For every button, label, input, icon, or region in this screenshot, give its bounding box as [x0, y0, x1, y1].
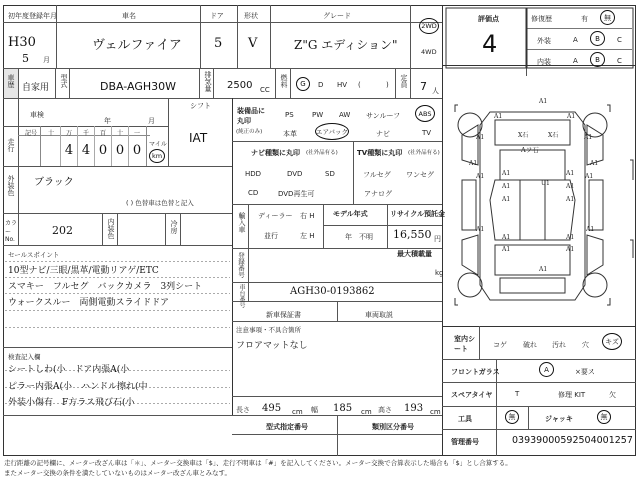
fuel-paren-close: ) — [386, 81, 389, 89]
inspection-label: 車検 — [30, 111, 44, 119]
fuel-paren-open: ( — [358, 81, 361, 89]
tv-analog: アナログ — [364, 190, 392, 198]
mileage-digit: 0 — [132, 143, 142, 158]
mileage-unit-ju: 十 — [117, 130, 124, 137]
car-name: ヴェルファイア — [92, 38, 182, 53]
front-glass-a-circled: A — [539, 362, 554, 377]
drive-4wd: 4WD — [421, 48, 437, 56]
capacity-label: 定員 — [400, 74, 408, 88]
door-label: ドア — [210, 12, 224, 20]
navi-type-sub: (社外品有る) — [306, 150, 338, 156]
footer-note-1: 走行距離の記号欄に、メーター改ざん車は「＊」、メーター交換車は「$」、走行不明車は「#」を記入してください。メーター交換で合算表示した場合も「$」とし合算する。 — [4, 459, 512, 467]
inspector-line: 外装小傷有 F方ラス飛び石(小 — [8, 398, 135, 408]
color-code-value: 202 — [52, 224, 73, 237]
damage-code: A1 — [502, 170, 511, 177]
displacement-value: 2500 — [227, 80, 253, 91]
repair-history-label: 修復歴 — [531, 15, 552, 23]
mileage-unit-mile: マイル — [149, 141, 167, 148]
mileage-unit-man: 万 — [66, 130, 73, 137]
management-label: 管理番号 — [451, 438, 479, 446]
reg-era: H30 — [8, 35, 36, 50]
seat-tear: 破れ — [523, 341, 537, 349]
exterior-label: 外装 — [537, 37, 551, 45]
damage-code: A1 — [469, 160, 478, 167]
damage-code: Aフ石 — [521, 146, 539, 154]
exterior-grade-c: C — [617, 36, 622, 44]
reg-month-unit: 月 — [43, 56, 50, 64]
seat-stain: 汚れ — [552, 341, 566, 349]
chassis-label: 車台番号 — [238, 284, 245, 308]
shape-label: 形状 — [244, 12, 258, 20]
damage-code: A1 — [502, 246, 511, 253]
damage-code: A1 — [476, 134, 485, 141]
navi-sd: SD — [325, 170, 335, 178]
max-load-label: 最大積載量 — [397, 250, 432, 258]
mileage-unit-10k: 十 — [48, 130, 55, 137]
shift-value: IAT — [189, 131, 208, 145]
height-value: 193 — [404, 403, 424, 414]
tv-type-sub: (社外品有る) — [408, 150, 440, 156]
mileage-label: 走行 — [7, 138, 15, 152]
damage-code: U1 — [541, 180, 550, 187]
new-warranty: 新車保証書 — [266, 311, 301, 319]
inspector-label: 検査記入欄 — [8, 353, 41, 361]
width-label: 幅 — [311, 406, 318, 414]
seat-scratch-circled: キズ — [602, 333, 622, 350]
sales-points-label: セールスポイント — [8, 251, 60, 259]
damage-code: A1 — [476, 226, 485, 233]
width-unit: cm — [361, 408, 372, 416]
car-name-label: 車名 — [122, 12, 136, 20]
reg-no-label: 登録番号 — [237, 252, 245, 278]
type-no-label: 型式指定番号 — [266, 423, 308, 431]
color-change-note: ( ) 色替車は色替と記入 — [126, 199, 194, 207]
tv-type-label: TV種類に丸印 — [357, 149, 403, 157]
tools-none-circled: 無 — [505, 410, 519, 424]
seat-hole: 穴 — [582, 341, 589, 349]
exterior-grade-a: A — [573, 36, 578, 44]
model-code: DBA-AGH30W — [100, 80, 177, 93]
equip-pw: PW — [312, 111, 324, 119]
class-no-label: 類別区分番号 — [372, 423, 414, 431]
interior-color-label: 内装色 — [107, 218, 115, 239]
inspector-line: シートしわ(小 ドア内張A(小 — [8, 365, 130, 375]
jack-label: ジャッキ — [545, 415, 573, 423]
equip-sunroof: サンルーフ — [366, 112, 401, 120]
interior-label: 内装 — [537, 58, 551, 66]
body-shape: V — [248, 36, 258, 51]
cold-label: 冷房 — [170, 220, 178, 234]
first-reg-label: 初年度登録年月 — [8, 12, 57, 20]
navi-hdd: HDD — [245, 170, 262, 178]
usage-label: 車歴 — [7, 74, 15, 88]
damage-code: A1 — [567, 113, 576, 120]
grade-value: Z"G エディション" — [294, 38, 398, 52]
damage-code: A1 — [566, 196, 575, 203]
height-unit: cm — [430, 408, 441, 416]
usage-value: 自家用 — [22, 83, 50, 93]
exterior-grade-b-circled: B — [590, 31, 605, 46]
height-label: 高さ — [378, 406, 392, 414]
damage-code: A1 — [566, 170, 575, 177]
equip-navi: ナビ — [376, 130, 390, 138]
recycle-value: 16,550 — [393, 228, 432, 241]
repair-none-circled: 無 — [600, 10, 615, 25]
mileage-unit-ichi: 一 — [134, 130, 141, 137]
damage-code: A1 — [590, 160, 599, 167]
recycle-unit: 円 — [434, 235, 441, 243]
mileage-unit-sen: 千 — [83, 130, 90, 137]
tv-oneseg: ワンセグ — [406, 171, 434, 179]
damage-code: A1 — [566, 183, 575, 190]
import-left-hand: 左 H — [300, 232, 315, 240]
interior-seat-label: 室内シート — [454, 335, 475, 353]
length-value: 495 — [262, 403, 282, 414]
equip-ps: PS — [285, 111, 294, 119]
width-value: 185 — [333, 403, 353, 414]
equip-abs-circled: ABS — [415, 105, 435, 122]
footer-note-2: またメーター交換の条件を満たしていないものはメーター改ざん車とみなす。 — [4, 469, 231, 477]
capacity-unit: 人 — [432, 87, 439, 95]
tv-fullseg: フルセグ — [363, 171, 391, 179]
damage-code: A1 — [502, 234, 511, 241]
jack-none-circled: 無 — [597, 410, 611, 424]
damage-code: A1 — [566, 246, 575, 253]
door-count: 5 — [214, 36, 223, 51]
chassis-number: AGH30-0193862 — [290, 286, 375, 297]
equipment-sub: (純正のみ) — [236, 129, 263, 135]
equip-leather: 本革 — [283, 130, 297, 138]
spare-tire-t: T — [515, 390, 520, 398]
tools-label: 工具 — [458, 415, 472, 423]
equip-aw: AW — [339, 111, 351, 119]
notes-label: 注意事項・不具合箇所 — [236, 326, 301, 334]
front-glass-replace: ×要ス — [575, 368, 595, 376]
damage-code: A1 — [502, 196, 511, 203]
import-dealer: ディーラー — [258, 212, 293, 220]
length-unit: cm — [292, 408, 303, 416]
length-label: 長さ — [236, 406, 250, 414]
navi-dvd: DVD — [287, 170, 303, 178]
sales-point-line: ウォークスルー 両側電動スライドドア — [8, 298, 170, 308]
reg-month: 5 — [22, 52, 29, 65]
navi-cd: CD — [248, 189, 259, 197]
damage-code: A1 — [502, 183, 511, 190]
damage-code: A1 — [566, 234, 575, 241]
color-code-label: カラーNo. — [5, 220, 18, 243]
cc-unit: CC — [260, 86, 270, 94]
repair-yes: 有 — [581, 15, 588, 23]
damage-code: A1 — [539, 98, 548, 105]
inspection-year: 年 — [104, 117, 111, 125]
fuel-label: 燃料 — [280, 74, 288, 88]
equip-tv: TV — [422, 129, 432, 137]
equip-airbag-circled: エアバック — [315, 123, 349, 140]
mileage-digit: 0 — [115, 143, 125, 158]
drive-2wd-circled: 2WD — [419, 18, 439, 34]
damage-code: A1 — [584, 134, 593, 141]
mileage-digit: 4 — [81, 143, 91, 158]
mileage-unit-hyaku: 百 — [100, 130, 107, 137]
seat-burn: コゲ — [493, 341, 507, 349]
spare-tire-label: スペアタイヤ — [451, 391, 493, 399]
fuel-hv: HV — [337, 81, 348, 89]
inspection-month: 月 — [148, 117, 155, 125]
model-type-label: 型式 — [60, 74, 68, 88]
damage-code: A1 — [539, 266, 548, 273]
interior-grade-a: A — [573, 57, 578, 65]
damage-code: X石 — [518, 132, 529, 139]
interior-grade-b-circled: B — [590, 52, 605, 67]
import-right-hand: 右 H — [300, 212, 315, 220]
import-parallel: 並行 — [264, 232, 278, 240]
damage-code: X石 — [548, 132, 559, 139]
max-load-unit: kg — [435, 269, 444, 277]
front-glass-label: フロントガラス — [451, 368, 500, 376]
damage-code: A1 — [586, 226, 595, 233]
fuel-d: D — [318, 81, 324, 89]
management-number: 03939000592504001257 — [512, 435, 633, 446]
import-label: 輸入車 — [238, 212, 246, 233]
model-year-label: モデル年式 — [333, 210, 368, 218]
mileage-digit: 0 — [98, 143, 108, 158]
navi-type-label: ナビ種類に丸印 — [251, 149, 300, 157]
sales-point-line: スマキー フルセグ バックカメラ 3列シート — [8, 282, 203, 292]
notes-line: フロアマットなし — [236, 341, 308, 351]
model-year-value: 年 不明 — [345, 233, 373, 241]
equipment-label: 装備品に丸印 — [237, 107, 265, 125]
damage-code: A1 — [476, 173, 485, 180]
fuel-g-circled: G — [296, 77, 310, 91]
displacement-label: 排気量 — [204, 71, 212, 92]
spare-tire-kit: 修理 KIT — [558, 391, 586, 399]
color-value: ブラック — [34, 177, 74, 188]
damage-code: A1 — [585, 173, 594, 180]
score-value: 4 — [482, 30, 498, 58]
inspector-line: ピラー内張A(小 ハンドル擦れ(中 — [8, 382, 148, 392]
interior-grade-c: C — [617, 57, 622, 65]
vehicle-manual: 車両取説 — [365, 311, 393, 319]
color-label: 外装色 — [7, 175, 15, 196]
score-label: 評価点 — [478, 15, 499, 23]
recycle-label: リサイクル預託金 — [390, 210, 446, 218]
mileage-unit-kigo: 記号 — [25, 130, 38, 137]
navi-dvd-play: DVD再生可 — [278, 190, 315, 198]
mileage-km-circled: km — [149, 149, 165, 163]
mileage-digit: 4 — [64, 143, 74, 158]
capacity-value: 7 — [420, 80, 427, 93]
sales-point-line: 10型ナビ/三眼/黒革/電動リアゲ/ETC — [8, 266, 159, 276]
grade-label: グレード — [323, 12, 351, 20]
shift-label: シフト — [190, 102, 211, 110]
spare-tire-missing: 欠 — [609, 391, 616, 399]
damage-code: A1 — [494, 113, 503, 120]
